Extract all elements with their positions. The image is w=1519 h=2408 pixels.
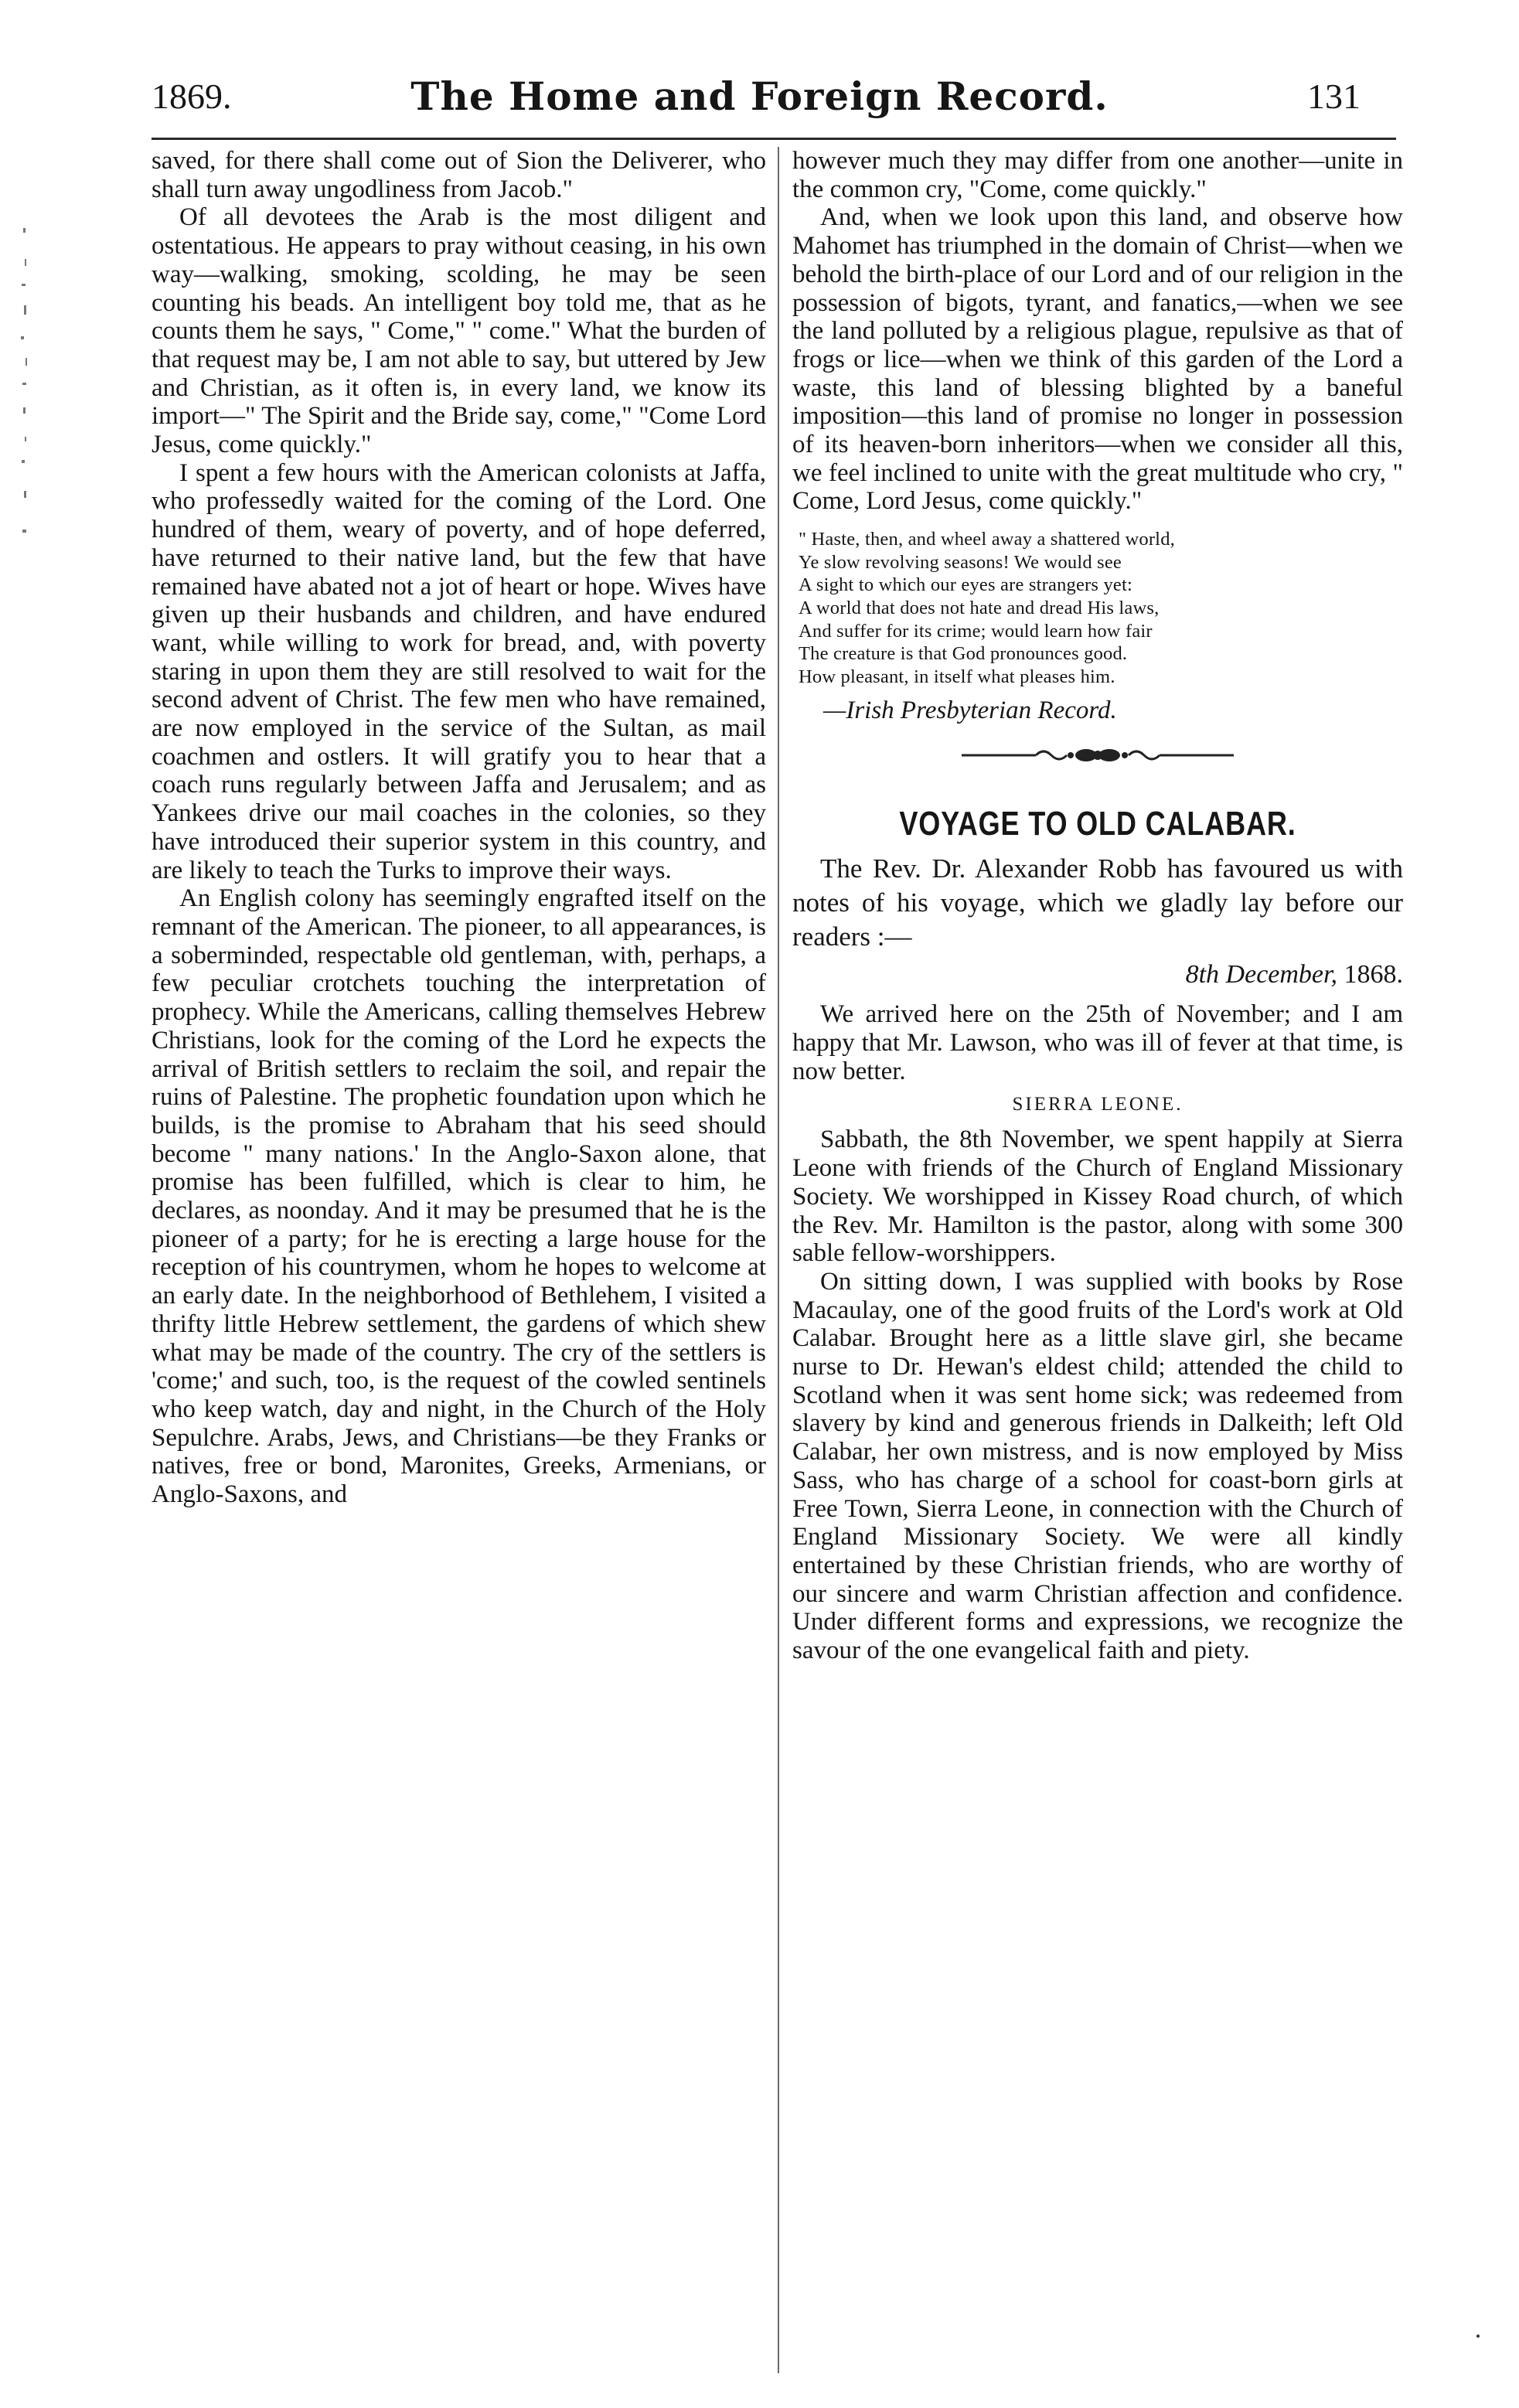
paragraph: On sitting down, I was supplied with books by Rose Macaulay, one of the good fruits of the Lord's work at Old Calabar. Brought here as a little slave girl, she became nurse to Dr. Hewan's eldest child; attended the child to Scotland when it was sent home sick; was redeemed from slavery by kind and generous friends in Dalkeith; left Old Calabar, her own mistress, and is now employed by Miss Sass, who has charge of a school for coast-born girls at Free Town, Sierra Leone, in connection with the Church of England Missionary Society. We were all kindly entertained by these Christian friends, who are worthy of our sincere and warm Christian affection and confidence. Under different forms and expressions, we recognize the savour of the one evangelical faith and piety. xyxy=(792,1267,1403,1665)
header-year: 1869. xyxy=(152,77,232,116)
poem-line: The creature is that God pronounces good. xyxy=(799,643,1128,665)
poem-line: Ye slow revolving seasons! We would see xyxy=(799,551,1122,573)
poem-line: How pleasant, in itself what pleases him. xyxy=(799,666,1115,687)
left-column xyxy=(152,147,766,2393)
ink-speck xyxy=(1476,2335,1480,2338)
running-title: The Home and Foreign Record. xyxy=(410,73,1109,119)
paragraph: And, when we look upon this land, and observe how Mahomet has triumphed in the domain of Christ—when we behold the birth-place of our Lord and of our religion in the possession of bigots, tyrant, and fanatics,—when we see the land polluted by a religious plague, repulsive as that of frogs or lice—when we think of this garden of the Lord a waste, this land of blessing blighted by a baneful imposition—this land of promise no longer in possession of its heaven-born inheritors—when we consider all this, we feel inclined to unite with the great multitude who cry, " Come, Lord Jesus, come quickly." xyxy=(792,203,1403,516)
page-number: 131 xyxy=(1307,77,1361,116)
header-rule xyxy=(152,138,1396,140)
citation: —Irish Presbyterian Record. xyxy=(823,697,1117,725)
article-title: VOYAGE TO OLD CALABAR. xyxy=(899,805,1296,843)
paragraph: We arrived here on the 25th of November; and I am happy that Mr. Lawson, who was ill of fever at that time, is now better. xyxy=(792,1000,1403,1085)
paragraph: however much they may differ from one another—unite in the common cry, "Come, come quickly." xyxy=(792,147,1403,203)
paragraph: An English colony has seemingly engrafted itself on the remnant of the American. The pioneer, to all appearances, is a soberminded, respectable old gentleman, with, perhaps, a few peculiar crotchets touching the interpretation of prophecy. While the Americans, calling themselves Hebrew Christians, look for the coming of the Lord he expects the arrival of British settlers to reclaim the soil, and repair the ruins of Palestine. The prophetic foundation upon which he builds, is the promise to Abraham that his seed should become " many nations.' In the Anglo-Saxon alone, that promise has been fulfilled, which is clear to him, he declares, as noonday. And it may be presumed that he is the pioneer of a party; for he is erecting a large house for the reception of his countrymen, whom he hopes to welcome at an early date. In the neighborhood of Bethlehem, I visited a thrifty little Hebrew settlement, the gardens of which shew what may be made of the country. The cry of the settlers is 'come;' and such, too, is the request of the cowled sentinels who keep watch, day and night, in the Church of the Holy Sepulchre. Arabs, Jews, and Christians—be they Franks or natives, free or bond, Maronites, Greeks, Armenians, or Anglo-Saxons, and xyxy=(152,884,766,1509)
poem-line: " Haste, then, and wheel away a shattered world, xyxy=(799,529,1175,550)
column-divider xyxy=(778,147,779,2373)
poem-line: And suffer for its crime; would learn how fair xyxy=(799,620,1153,642)
article-intro: The Rev. Dr. Alexander Robb has favoured us with notes of his voyage, which we gladly lay before our readers :— xyxy=(792,853,1403,952)
paragraph: saved, for there shall come out of Sion the Deliverer, who shall turn away ungodliness from Jacob." xyxy=(152,147,766,203)
ornamental-divider-icon xyxy=(959,742,1237,768)
paragraph: Sabbath, the 8th November, we spent happily at Sierra Leone with friends of the Church of England Missionary Society. We worshipped in Kissey Road church, of which the Rev. Mr. Hamilton is the pastor, along with some 300 sable fellow-worshippers. xyxy=(792,1126,1403,1268)
letter-date-year: 1868. xyxy=(1337,960,1403,989)
poem-line: A world that does not hate and dread His laws, xyxy=(799,597,1160,618)
poem-quotation xyxy=(792,528,1403,688)
margin-specks-decoration xyxy=(14,228,37,545)
letter-date-day: 8th December, xyxy=(1185,960,1337,989)
right-column xyxy=(792,147,1403,2393)
paragraph: Of all devotees the Arab is the most diligent and ostentatious. He appears to pray without ceasing, in his own way—walking, smoking, scolding, he may be seen counting his beads. An intelligent boy told me, that as he counts them he says, " Come," " come." What the burden of that request may be, I am not able to say, but uttered by Jew and Christian, as it often is, in every land, we know its import—" The Spirit and the Bride say, come," "Come Lord Jesus, come quickly." xyxy=(152,203,766,459)
paragraph: I spent a few hours with the American colonists at Jaffa, who professedly waited for the coming of the Lord. One hundred of them, weary of poverty, and of hope deferred, have returned to their native land, but the few that have remained have abated not a jot of heart or hope. Wives have given up their husbands and children, and have endured want, while willing to work for bread, and, with poverty staring in upon them they are still resolved to wait for the second advent of Christ. The few men who have remained, are now employed in the service of the Sultan, as mail coachmen and ostlers. It will gratify you to hear that a coach runs regularly between Jaffa and Jerusalem; and as Yankees drive our mail coaches in the colonies, so they have introduced their superior system in this country, and are likely to teach the Turks to improve their ways. xyxy=(152,458,766,884)
section-subheading: SIERRA LEONE. xyxy=(1012,1094,1184,1115)
poem-line: A sight to which our eyes are strangers yet: xyxy=(799,574,1132,596)
letter-date xyxy=(792,957,1403,993)
